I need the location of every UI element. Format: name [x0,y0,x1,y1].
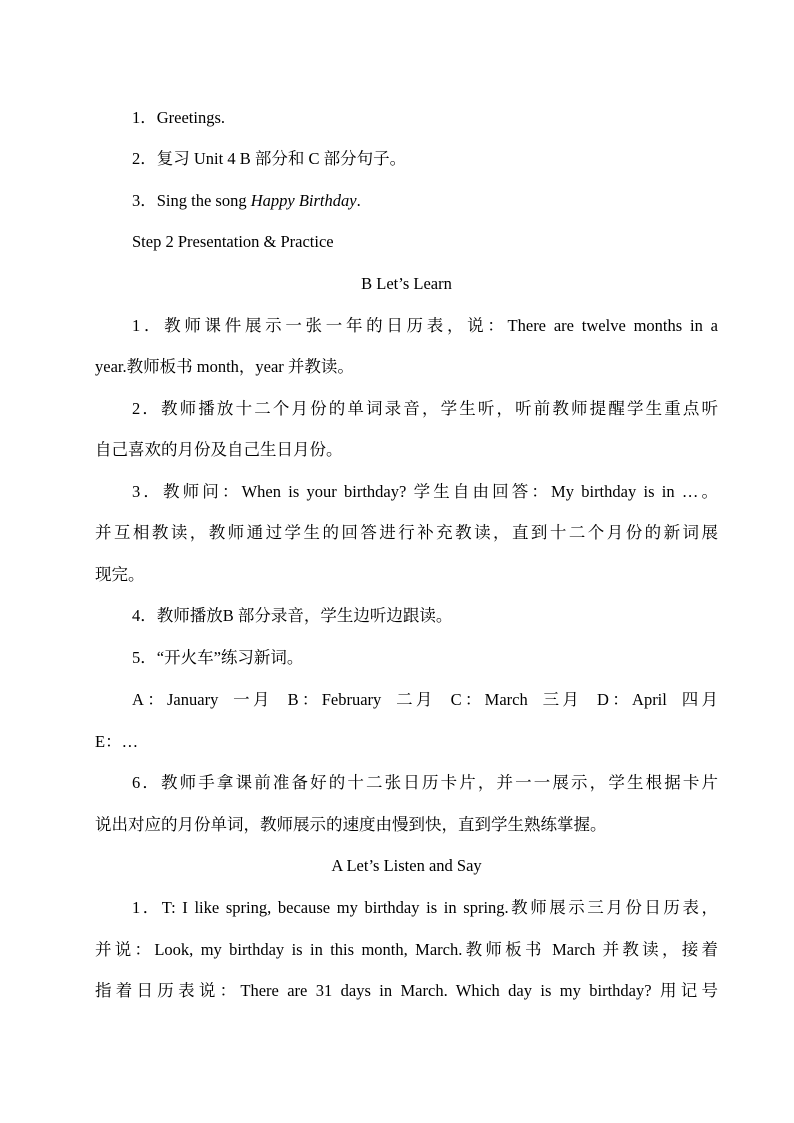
sing-song-text: 3．Sing the song [132,191,251,210]
paragraph-a1-line1: 1．T: I like spring, because my birthday is in spring.教师展示三月份日历表， [132,898,718,917]
paragraph-b2-line1: 2．教师播放十二个月份的单词录音，学生听，听前教师提醒学生重点听 [132,399,718,418]
step-heading: Step 2 Presentation & Practice [132,232,334,251]
months-chain-line1: A：January 一月 B：February 二月 C：March 三月 D：April 四月 [132,690,718,709]
paragraph-b1-line1: 1．教师课件展示一张一年的日历表，说：There are twelve months in a [132,316,718,335]
section-heading-a: A Let’s Listen and Say [331,856,482,875]
section-heading-b: B Let’s Learn [361,274,452,293]
paragraph-b6-line2: 说出对应的月份单词，教师展示的速度由慢到快，直到学生熟练掌握。 [95,815,607,834]
paragraph-b3-line1: 3．教师问：When is your birthday? 学生自由回答：My birthday is in …。 [132,482,718,501]
paragraph-b4: 4．教师播放B 部分录音，学生边听边跟读。 [132,606,453,625]
sing-song-period: . [356,191,361,210]
song-title: Happy Birthday [250,191,357,210]
paragraph-b2-line2: 自己喜欢的月份及自己生日月份。 [95,440,343,459]
paragraph-sing-song [132,191,361,211]
paragraph-greetings: 1．Greetings. [132,108,226,127]
paragraph-b6-line1: 6．教师手拿课前准备好的十二张日历卡片，并一一展示，学生根据卡片 [132,773,718,792]
paragraph-b5: 5．“开火车”练习新词。 [132,648,304,667]
paragraph-b3-line3: 现完。 [95,565,145,584]
paragraph-review: 2．复习 Unit 4 B 部分和 C 部分句子。 [132,149,407,168]
months-chain-line2: E：… [95,732,139,751]
paragraph-a1-line3: 指着日历表说：There are 31 days in March. Which day is my birthday? 用记号 [95,981,718,1000]
paragraph-a1-line2: 并说：Look, my birthday is in this month, March.教师板书 March 并教读，接着 [95,940,718,959]
paragraph-b3-line2: 并互相教读，教师通过学生的回答进行补充教读，直到十二个月份的新词展 [95,523,718,542]
paragraph-b1-line2: year.教师板书 month，year 并教读。 [95,357,354,376]
